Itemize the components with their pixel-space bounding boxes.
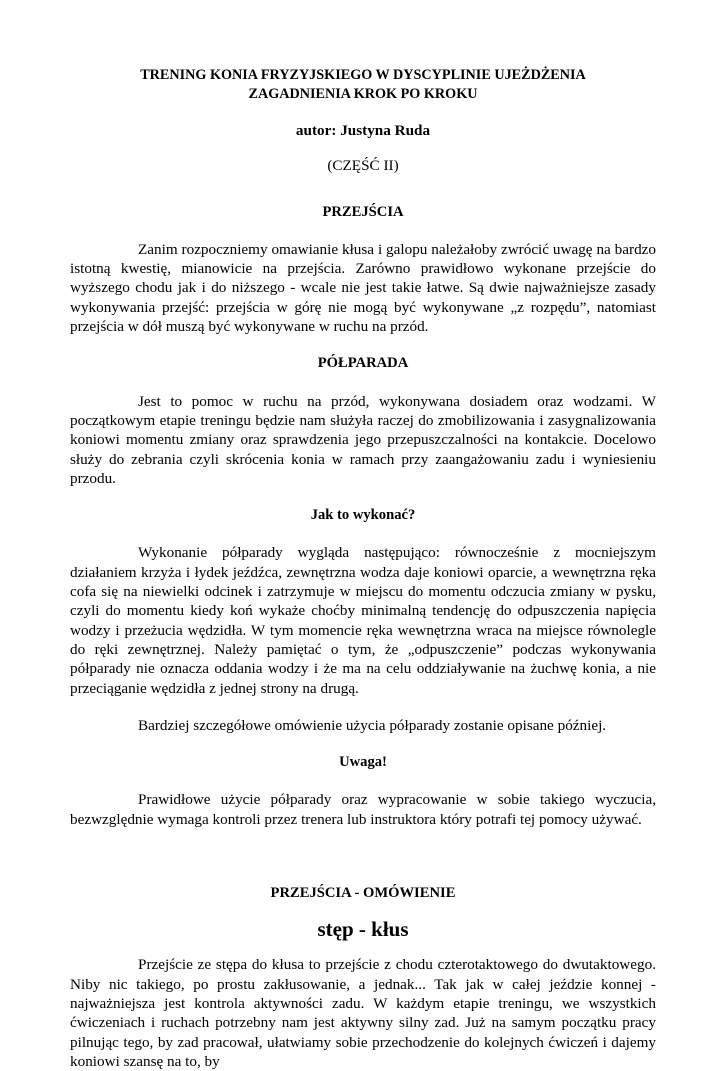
paragraph-przejscia-text: Zanim rozpoczniemy omawianie kłusa i galopu należałoby zwrócić uwagę na bardzo istotną kwestię, mianowicie na przejścia. Zarówno prawidłowo wykonane przejście do wyższego chodu jak i do niższego - wcale nie jest takie łatwe. Są dwie najważniejsze zasady wykonywania przejść: przejścia w górę nie mogą być wykonywane „z rozpędu”, natomiast przejścia w dół muszą być wykonywane w ruchu na przód. xyxy=(70,240,656,336)
heading-uwaga: Uwaga! xyxy=(339,754,387,771)
paragraph-step-klus-text: Przejście ze stępa do kłusa to przejście z chodu czterotaktowego do dwutaktowego. Niby nic takiego, po prostu zakłusowanie, a jednak... Tak jak w całej jeździe konnej - najważniejsza jest kontrola aktywności zadu. W każdym etapie treningu, we wszystkich ćwiczeniach i ruchach potrzebny nam jest aktywny silny zad. Już na samym początku pracy pilnując tego, by zad pracował, ułatwiamy sobie przechodzenie do kolejnych ćwiczeń i dajemy koniowi szansę na to, by xyxy=(70,956,656,1070)
part-label: (CZĘŚĆ II) xyxy=(327,157,399,175)
document-title xyxy=(70,66,656,104)
subheading-step-klus: stęp - kłus xyxy=(317,917,409,942)
heading-przejscia: PRZEJŚCIA xyxy=(322,203,404,220)
heading-przejscia-omowienie: PRZEJŚCIA - OMÓWIENIE xyxy=(270,885,456,902)
heading-polparada: PÓŁPARADA xyxy=(317,355,409,372)
paragraph-przejscia xyxy=(70,240,656,336)
title-line-1: TRENING KONIA FRYZYJSKIEGO W DYSCYPLINIE UJEŻDŻENIA xyxy=(140,67,586,83)
paragraph-uwaga xyxy=(70,790,656,829)
paragraph-jak-text: Wykonanie półparady wygląda następująco: równocześnie z mocniejszym działaniem krzyża i łydek jeźdźca, zewnętrzna wodza daje koniowi oparcie, a wewnętrzna ręka cofa się na niewielki odcinek i zatrzymuje w miejscu do momentu odczucia zmiany w pysku, czyli do momentu kiedy koń wykaże choćby minimalną tendencję do odpuszczenia napięcia wodzy i przeżucia wędzidła. W tym momencie ręka wewnętrzna wraca na miejsce równolegle do ręki zewnętrznej. Należy pamiętać o tym, że „odpuszczenie” podczas wykonywania półparady nie oznacza oddania wodzy i że ma na celu oddziaływanie na żuchwę konia, a nie przeciąganie wędzidła z jednej strony na drugą. xyxy=(70,544,656,697)
paragraph-jak-to-wykonac xyxy=(70,543,656,697)
author-line: autor: Justyna Ruda xyxy=(295,122,431,139)
paragraph-polparada xyxy=(70,392,656,488)
heading-jak-to-wykonac: Jak to wykonać? xyxy=(310,507,416,524)
paragraph-uwaga-text: Prawidłowe użycie półparady oraz wypracowanie w sobie takiego wyczucia, bezwzględnie wymaga kontroli przez trenera lub instruktora który potrafi tej pomocy używać. xyxy=(70,791,656,828)
title-line-2: ZAGADNIENIA KROK PO KROKU xyxy=(248,86,478,102)
paragraph-step-klus xyxy=(70,955,656,1071)
paragraph-polparada-text: Jest to pomoc w ruchu na przód, wykonywana dosiadem oraz wodzami. W początkowym etapie treningu będzie nam służyła raczej do zmobilizowania i zasygnalizowania koniowi momentu zmiany oraz sprawdzenia jego przepuszczalności na kontakcie. Docelowo służy do zebrania czyli skrócenia konia w ramach przy zaangażowaniu zadu i wyniesieniu przodu. xyxy=(70,392,656,487)
paragraph-note: Bardziej szczegółowe omówienie użycia półparady zostanie opisane później. xyxy=(138,716,607,734)
document-page xyxy=(70,66,656,1071)
